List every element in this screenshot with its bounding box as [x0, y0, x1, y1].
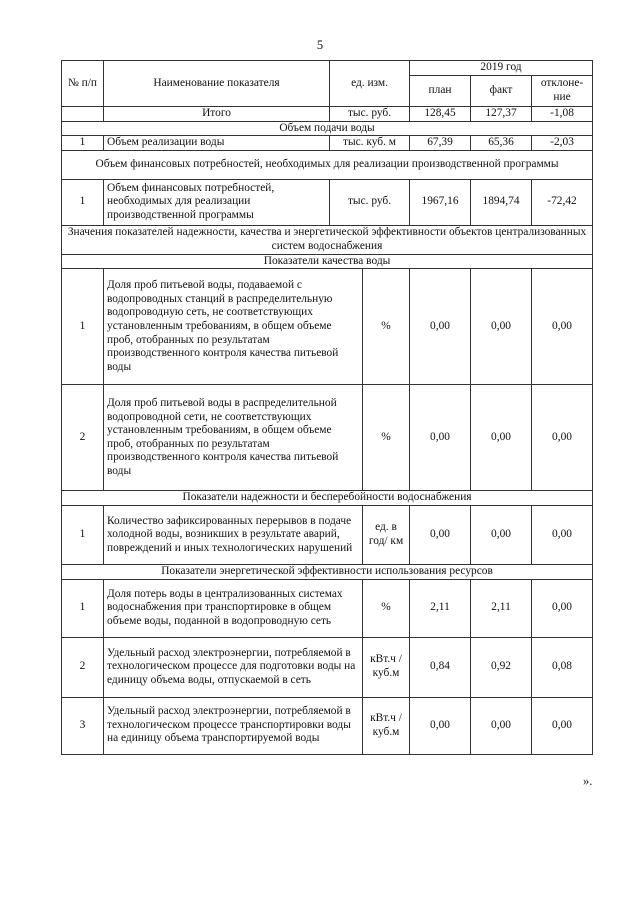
header-row [62, 61, 593, 76]
section-supply-title: Объем подачи воды [62, 121, 593, 136]
row-name: Доля проб питьевой воды в распределительной водопроводной сети, не соответствующих установленным требованиям, в общем объеме проб, отобранных по результатам производственного контроля качества питьевой воды [104, 385, 363, 491]
table-row [62, 269, 593, 385]
section-energy-title: Показатели энергетической эффективности использования ресурсов [62, 564, 593, 579]
total-fact: 127,37 [471, 107, 532, 122]
table-row [62, 697, 593, 754]
row-fact: 0,00 [471, 385, 532, 491]
row-plan: 2,11 [410, 579, 471, 637]
header-plan: план [410, 76, 471, 107]
section-row [62, 254, 593, 269]
row-plan: 0,00 [410, 505, 471, 564]
indicators-table [61, 60, 593, 755]
header-fact: факт [471, 76, 532, 107]
row-fact: 0,92 [471, 637, 532, 697]
row-name: Количество зафиксированных перерывов в подаче холодной воды, возникших в результате аварий, повреждений и иных технологических нарушений [104, 505, 363, 564]
row-num: 2 [62, 385, 104, 491]
row-deviation: 0,00 [532, 579, 593, 637]
row-name: Объем финансовых потребностей, необходимых для реализации производственной программы [104, 179, 330, 225]
section-row [62, 491, 593, 506]
total-deviation: -1,08 [532, 107, 593, 122]
row-num: 1 [62, 136, 104, 151]
table-row [62, 136, 593, 151]
row-num: 3 [62, 697, 104, 754]
row-unit: тыс. куб. м [330, 136, 410, 151]
header-num: № п/п [62, 61, 104, 107]
table-row [62, 179, 593, 225]
row-fact: 0,00 [471, 269, 532, 385]
row-deviation: -2,03 [532, 136, 593, 151]
row-plan: 67,39 [410, 136, 471, 151]
row-fact: 0,00 [471, 697, 532, 754]
header-unit: ед. изм. [330, 61, 410, 107]
row-plan: 0,00 [410, 269, 471, 385]
total-name: Итого [104, 107, 330, 122]
table-row [62, 385, 593, 491]
section-reliability-title: Показатели надежности и бесперебойности водоснабжения [62, 491, 593, 506]
row-fact: 0,00 [471, 505, 532, 564]
section-row [62, 150, 593, 179]
section-indicators-title: Значения показателей надежности, качества и энергетической эффективности объектов централизованных систем водоснабжения [62, 225, 593, 254]
row-deviation: 0,08 [532, 637, 593, 697]
row-unit: % [363, 385, 410, 491]
row-unit: кВт.ч / куб.м [363, 697, 410, 754]
page-number: 5 [316, 38, 324, 52]
section-finance-title: Объем финансовых потребностей, необходимых для реализации производственной программы [62, 150, 593, 179]
header-name: Наименование показателя [104, 61, 330, 107]
row-num: 1 [62, 179, 104, 225]
section-quality-title: Показатели качества воды [62, 254, 593, 269]
closing-quote: ». [583, 774, 593, 788]
header-year: 2019 год [410, 61, 593, 76]
row-unit: % [363, 269, 410, 385]
section-row [62, 564, 593, 579]
row-name: Удельный расход электроэнергии, потребляемой в технологическом процессе транспортировки воды на единицу объема транспортируемой воды [104, 697, 363, 754]
row-deviation: -72,42 [532, 179, 593, 225]
total-unit: тыс. руб. [330, 107, 410, 122]
section-row [62, 121, 593, 136]
table-row [62, 505, 593, 564]
row-num: 1 [62, 505, 104, 564]
table-row [62, 637, 593, 697]
row-deviation: 0,00 [532, 385, 593, 491]
row-unit: ед. в год/ км [363, 505, 410, 564]
row-num: 2 [62, 637, 104, 697]
row-fact: 1894,74 [471, 179, 532, 225]
row-num: 1 [62, 269, 104, 385]
row-name: Доля потерь воды в централизованных системах водоснабжения при транспортировке в общем объеме воды, поданной в водопроводную сеть [104, 579, 363, 637]
total-plan: 128,45 [410, 107, 471, 122]
row-name: Удельный расход электроэнергии, потребляемой в технологическом процессе для подготовки воды на единицу объема воды, отпускаемой в сеть [104, 637, 363, 697]
row-fact: 65,36 [471, 136, 532, 151]
row-plan: 0,84 [410, 637, 471, 697]
row-name: Доля проб питьевой воды, подаваемой с водопроводных станций в распределительную водопроводную сеть, не соответствующих установленным требованиям, в общем объеме проб, отобранных по результатам производственного контроля качества питьевой воды [104, 269, 363, 385]
row-num: 1 [62, 579, 104, 637]
row-name: Объем реализации воды [104, 136, 330, 151]
row-deviation: 0,00 [532, 697, 593, 754]
total-row [62, 107, 593, 122]
row-plan: 0,00 [410, 697, 471, 754]
row-unit: % [363, 579, 410, 637]
table-row [62, 579, 593, 637]
row-plan: 0,00 [410, 385, 471, 491]
section-row [62, 225, 593, 254]
row-unit: кВт.ч / куб.м [363, 637, 410, 697]
header-deviation: отклоне-ние [532, 76, 593, 107]
row-fact: 2,11 [471, 579, 532, 637]
row-unit: тыс. руб. [330, 179, 410, 225]
row-deviation: 0,00 [532, 269, 593, 385]
row-deviation: 0,00 [532, 505, 593, 564]
row-plan: 1967,16 [410, 179, 471, 225]
